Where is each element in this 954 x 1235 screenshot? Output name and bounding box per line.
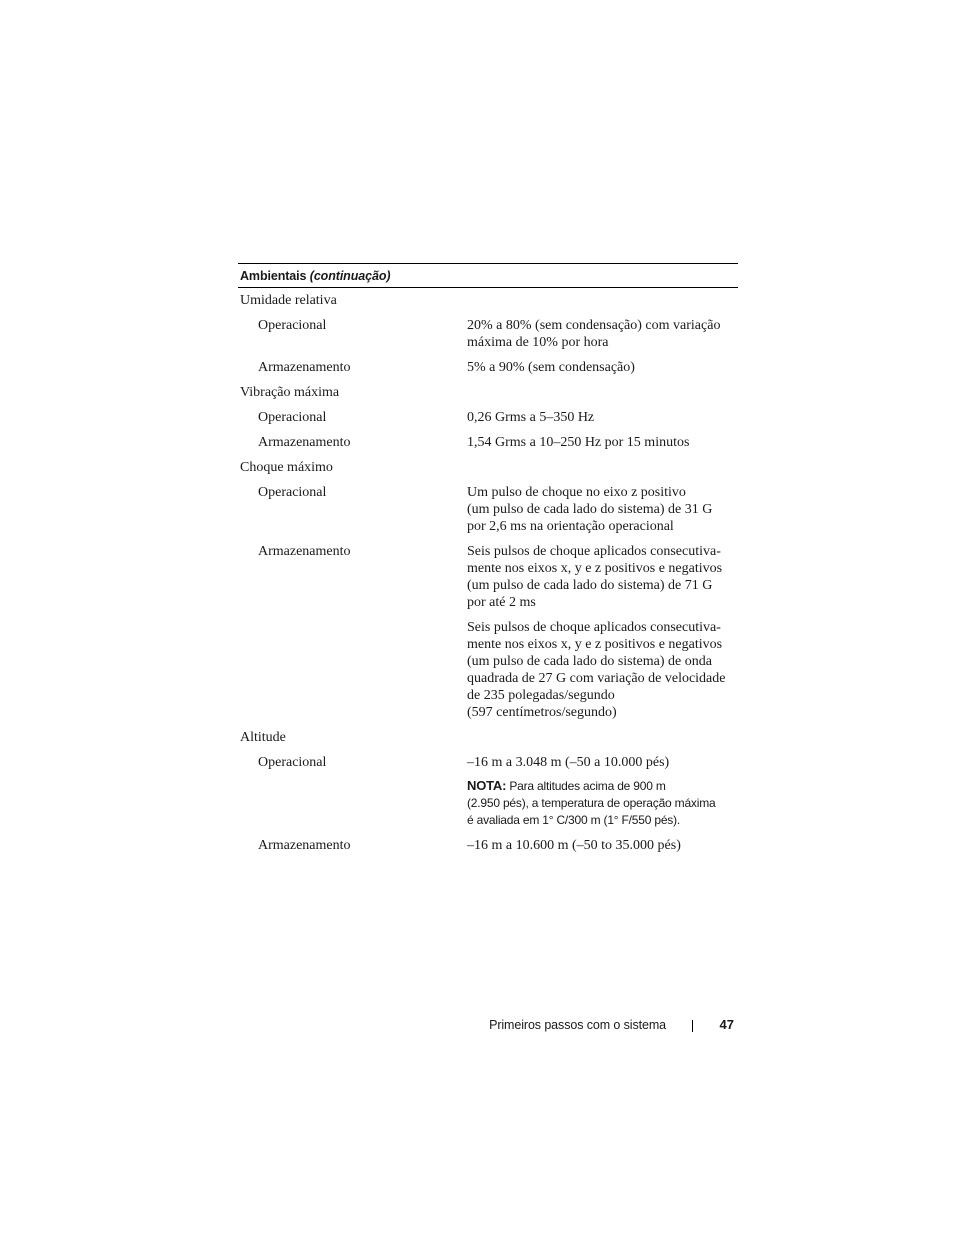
note-block bbox=[467, 777, 738, 829]
footer-separator bbox=[692, 1020, 693, 1032]
row-label: Umidade relativa bbox=[240, 293, 337, 308]
row-label: Altitude bbox=[240, 730, 286, 745]
page-number: 47 bbox=[719, 1017, 734, 1032]
row-value: Seis pulsos de choque aplicados consecutiva- mente nos eixos x, y e z positivos e negativos (um pulso de cada lado do sistema) de 71 G por até 2 ms bbox=[467, 544, 723, 610]
table-row-vibration-operational bbox=[238, 409, 738, 426]
table-title: Ambientais bbox=[240, 269, 307, 283]
table-row-vibration-storage bbox=[238, 434, 738, 451]
row-value: 5% a 90% (sem condensação) bbox=[467, 360, 635, 375]
table-header bbox=[238, 264, 738, 287]
row-label: Operacional bbox=[258, 318, 327, 333]
row-label: Operacional bbox=[258, 410, 327, 425]
row-label: Armazenamento bbox=[258, 360, 351, 375]
table-row-max-shock bbox=[238, 459, 738, 476]
table-row-relative-humidity bbox=[238, 292, 738, 309]
row-label: Operacional bbox=[258, 755, 327, 770]
row-label: Armazenamento bbox=[258, 544, 351, 559]
table-row-altitude bbox=[238, 729, 738, 746]
row-label: Vibração máxima bbox=[240, 385, 340, 400]
row-value: 20% a 80% (sem condensação) com variação máxima de 10% por hora bbox=[467, 318, 721, 350]
table-row-altitude-storage bbox=[238, 837, 738, 854]
row-value: –16 m a 10.600 m (–50 to 35.000 pés) bbox=[467, 838, 681, 853]
row-value: 1,54 Grms a 10–250 Hz por 15 minutos bbox=[467, 435, 690, 450]
row-value: 0,26 Grms a 5–350 Hz bbox=[467, 410, 595, 425]
table-title-suffix: (continuação) bbox=[309, 269, 391, 283]
note-text: Para altitudes acima de 900 m (2.950 pés), a temperatura de operação máxima é avaliada em 1° C/300 m (1° F/550 pés). bbox=[467, 779, 716, 827]
row-label: Armazenamento bbox=[258, 435, 351, 450]
table-row-max-vibration bbox=[238, 384, 738, 401]
note-label: NOTA: bbox=[467, 778, 507, 793]
table-row-altitude-operational bbox=[238, 754, 738, 829]
environmental-specs-table bbox=[238, 263, 738, 854]
row-value: Seis pulsos de choque aplicados consecutiva- mente nos eixos x, y e z positivos e negativos (um pulso de cada lado do sistema) de onda quadrada de 27 G com variação de velocidade de 235 polegadas/segundo (597 centímetros/segundo) bbox=[467, 620, 726, 720]
footer-section-title: Primeiros passos com o sistema bbox=[489, 1018, 666, 1032]
row-label: Choque máximo bbox=[240, 460, 333, 475]
table-row-shock-operational bbox=[238, 484, 738, 535]
table-row-shock-storage bbox=[238, 543, 738, 721]
page-footer bbox=[420, 1016, 738, 1034]
row-label: Operacional bbox=[258, 485, 327, 500]
table-row-humidity-operational bbox=[238, 317, 738, 351]
row-value: Um pulso de choque no eixo z positivo (um pulso de cada lado do sistema) de 31 G por 2,6 ms na orientação operacional bbox=[467, 485, 713, 534]
row-label: Armazenamento bbox=[258, 838, 351, 853]
table-row-humidity-storage bbox=[238, 359, 738, 376]
row-value: –16 m a 3.048 m (–50 a 10.000 pés) bbox=[467, 755, 670, 770]
